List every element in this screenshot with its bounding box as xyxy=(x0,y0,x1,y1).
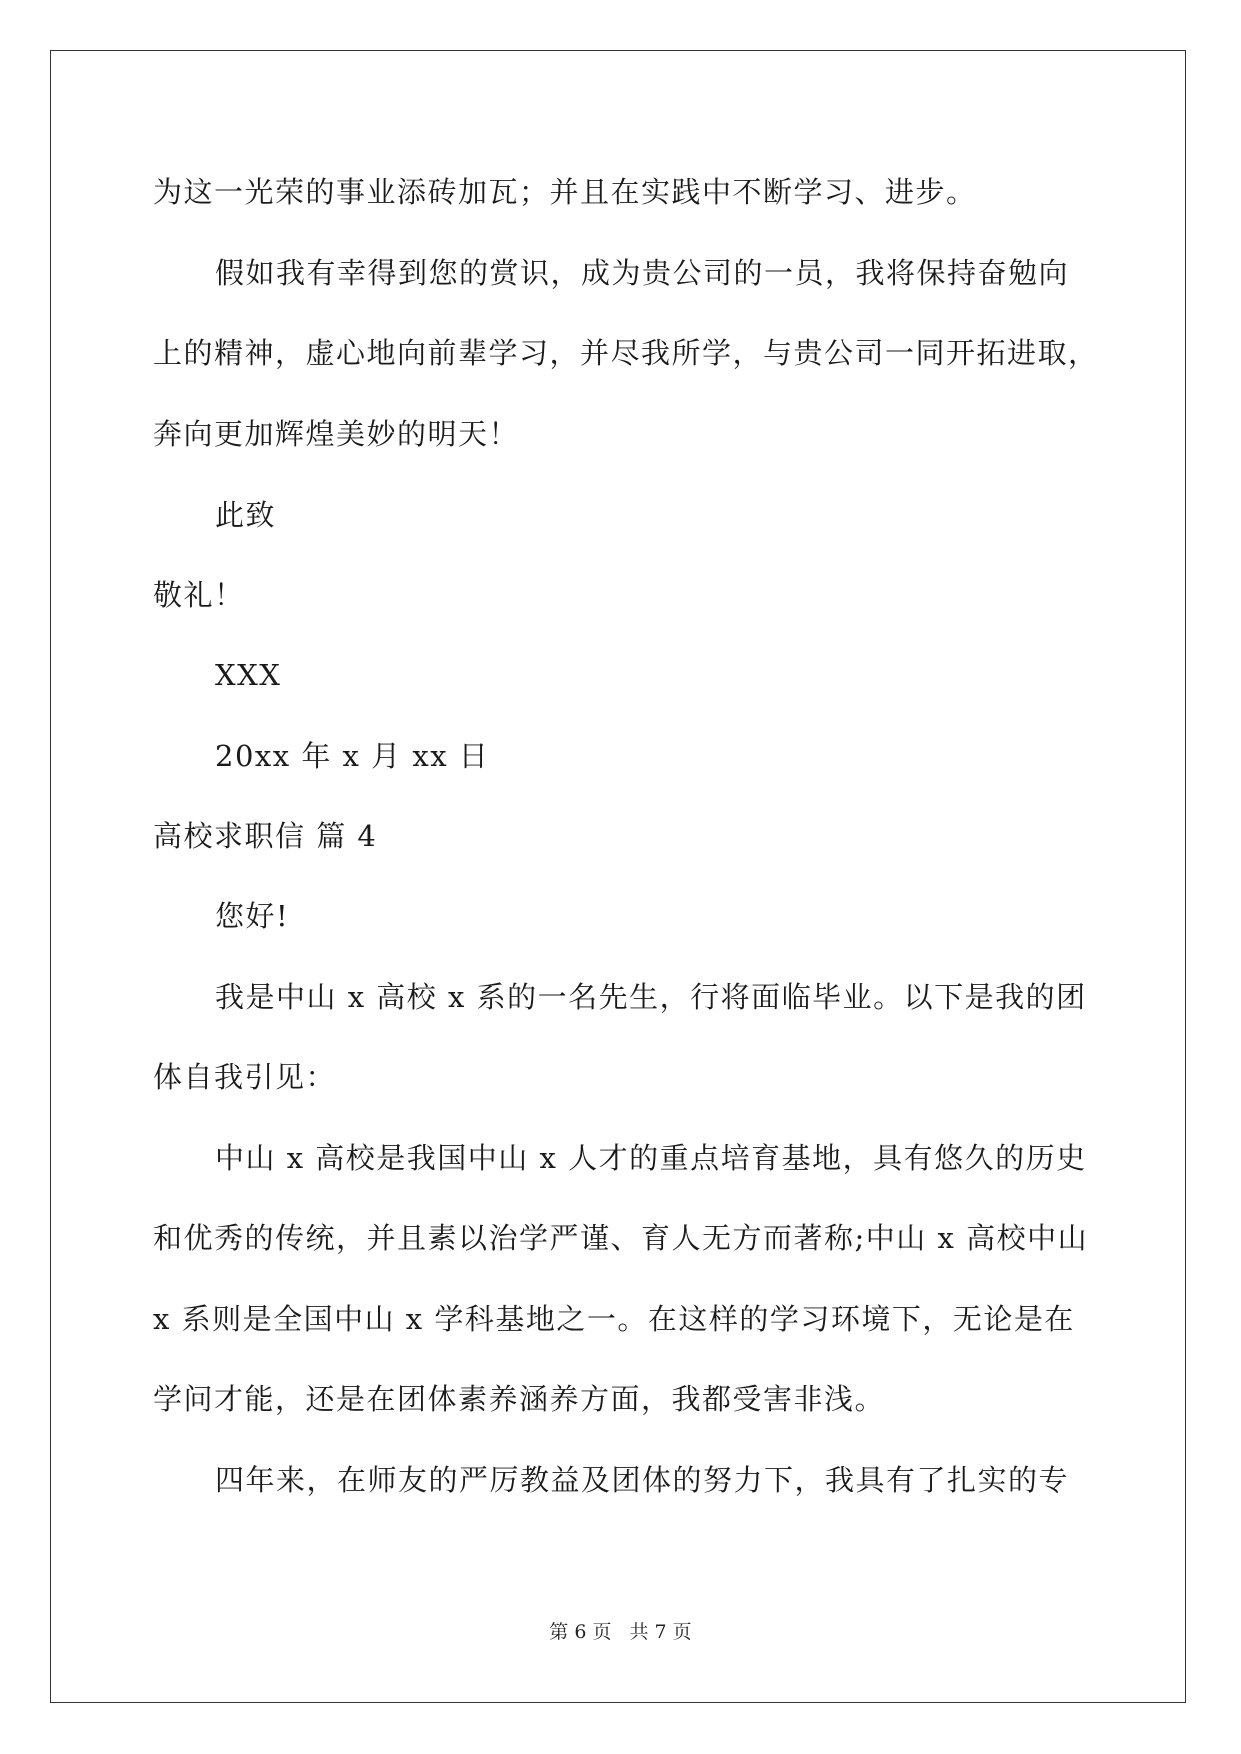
text-line-3: 上的精神，虚心地向前辈学习，并尽我所学，与贵公司一同开拓进取， xyxy=(153,336,1099,370)
current-page-label: 第 6 页 xyxy=(549,1621,612,1643)
text-line-11: 我是中山 x 高校 x 系的一名先生，行将面临毕业。以下是我的团 xyxy=(215,980,1087,1014)
text-line-4: 奔向更加辉煌美妙的明天！ xyxy=(153,417,520,451)
text-line-salutation: 此致 xyxy=(215,498,277,532)
total-pages-label: 共 7 页 xyxy=(629,1621,692,1643)
text-line-1: 为这一光荣的事业添砖加瓦；并且在实践中不断学习、进步。 xyxy=(153,175,977,209)
text-line-15: x 系则是全国中山 x 学科基地之一。在这样的学习环境下，无论是在 xyxy=(153,1302,1075,1336)
text-line-13: 中山 x 高校是我国中山 x 人才的重点培育基地，具有悠久的历史 xyxy=(215,1141,1087,1175)
page-border xyxy=(50,50,1186,1703)
text-line-date: 20xx 年 x 月 xx 日 xyxy=(215,739,490,773)
text-line-regards: 敬礼！ xyxy=(153,578,245,612)
text-line-16: 学问才能，还是在团体素养涵养方面，我都受害非浅。 xyxy=(153,1382,886,1416)
text-line-2: 假如我有幸得到您的赏识，成为贵公司的一员，我将保持奋勉向 xyxy=(215,256,1070,290)
text-line-17: 四年来，在师友的严厉教益及团体的努力下，我具有了扎实的专 xyxy=(215,1463,1070,1497)
page-footer xyxy=(0,1620,1241,1644)
section-heading: 高校求职信 篇 4 xyxy=(153,819,378,853)
text-line-12: 体自我引见： xyxy=(153,1060,337,1094)
text-line-signature: XXX xyxy=(215,658,282,692)
text-line-14: 和优秀的传统，并且素以治学严谨、育人无方而著称;中山 x 高校中山 xyxy=(153,1221,1089,1255)
text-line-greeting: 您好! xyxy=(215,899,290,933)
